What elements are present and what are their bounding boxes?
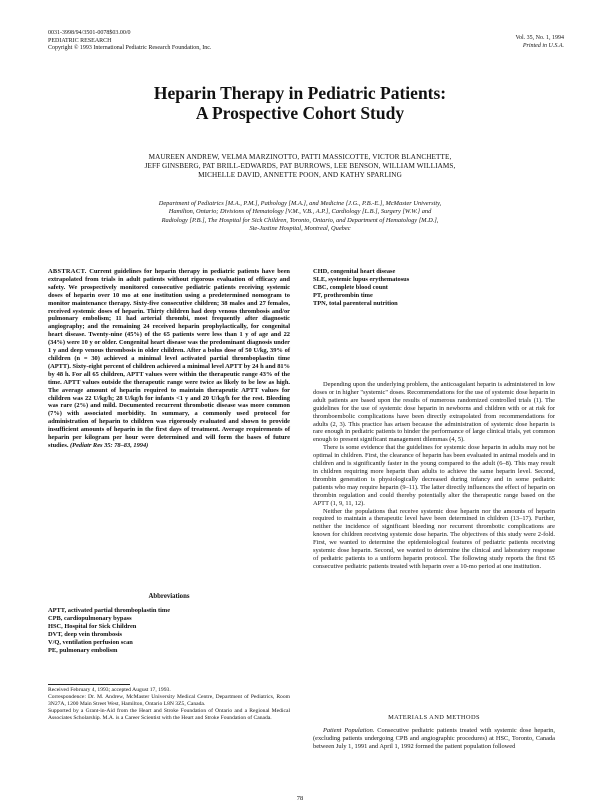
abstract — [48, 268, 290, 450]
abstract-text: Current guidelines for heparin therapy in pediatric patients have been extrapolated from trials in adult patients without rigorous evaluation of efficacy and safety. We prospectively monitored consecutive pediatric patients receiving systemic doses of heparin over 10 mo at one institution using a predetermined nomogram to monitor maintenance therapy. Sixty-five consecutive children; 38 males and 27 females, received systemic doses of heparin. Thirty children had deep venous thrombosis and/or pulmonary embolism; 11 had arterial thrombi, most frequently after diagnostic angiography; and the remaining 24 received heparin prophylactically, for congenital heart disease. Twenty-nine (45%) of the 65 patients were less than 1 y of age and 22 (34%) were 10 y or older. Congenital heart disease was the predominant diagnosis under 1 y and deep venous thrombosis in older children. After a bolus dose of 50 U/kg, 39% of children (n = 30) achieved a minimal level activated partial thromboplastin time (APTT). Sixty-eight percent of children achieved a minimal level APTT by 24 h and 81% by 48 h. For all 65 children, APTT values were within the therapeutic range 43% of the time. APTT values outside the therapeutic range were twice as likely to be low as high. The average amount of heparin required to maintain therapeutic APTT values for children was 22 U/kg/h; 28 U/kg/h for infants <1 y and 20 U/kg/h for the rest. Bleeding was rare (2%) and mild. Documented recurrent thrombotic disease was more common (7%) with associated morbidity. In summary, a commonly used protocol for administration of heparin to children was rigorously evaluated and shown to provide insufficient amounts of heparin in the first days of treatment. Average requirements of heparin per kilogram per hour were determined and will form the bases of future studies. — [48, 268, 290, 449]
affiliation-line-4: Ste-Justine Hospital, Montreal, Quebec — [249, 225, 351, 233]
body-paragraph: Depending upon the underlying problem, the anticoagulant heparin is administered in low doses or in higher "systemic" doses. Recommendations for the use of systemic dose heparin in adult patients are based upon the results of numerous randomized controlled trials (1). The guidelines for the use of systemic dose heparin in newborns and children with or at risk for thromboembolic complications have been directly extrapolated from recommendations for adults (2, 3). This practice has arisen because the administration of systemic dose heparin is rare enough in pediatric patients to hinder the performance of large clinical trials, yet common enough to present significant management dilemmas (4, 5). — [313, 381, 555, 444]
printed-in-line: Printed in U.S.A. — [522, 42, 564, 49]
affiliation-line-2: Hamilton, Ontario; Divisions of Hematology [V.M., V.B., A.P.], Cardiology [L.B.], Surgery [W.W.] and — [168, 208, 432, 216]
received-date: Received February 4, 1993; accepted August 17, 1993. — [48, 687, 171, 693]
methods-lead: Patient Population. — [323, 727, 375, 734]
affiliation-line-3: Radiology [P.B.], The Hospital for Sick Children, Toronto, Ontario, and Department of Hematology [M.D.], — [161, 216, 439, 224]
footnote-divider — [48, 684, 130, 685]
title-line-2: A Prospective Cohort Study — [195, 103, 405, 123]
page-number: 78 — [296, 795, 304, 802]
abbreviation-item: CHD, congenital heart disease — [313, 268, 396, 275]
funding-support: Supported by a Grant-in-Aid from the Heart and Stroke Foundation of Ontario and a Regional Medical Associates Scholarship. M.A. is a Career Scientist with the Heart and Stroke Foundation of Canada. — [48, 708, 290, 721]
abstract-citation: (Pediatr Res 35: 78–83, 1994) — [70, 441, 149, 449]
abbreviations-list-right — [313, 268, 553, 308]
copyright-line: Copyright © 1993 International Pediatric Research Foundation, Inc. — [48, 45, 212, 51]
abbreviation-item: PE, pulmonary embolism — [48, 646, 118, 654]
author-list — [60, 153, 540, 181]
issn-line: 0031-3998/94/3501-0078$03.00/0 — [48, 30, 131, 36]
authors-line-1: MAUREEN ANDREW, VELMA MARZINOTTO, PATTI MASSICOTTE, VICTOR BLANCHETTE, — [148, 153, 452, 161]
footnote — [48, 687, 290, 722]
abbreviation-item: DVT, deep vein thrombosis — [48, 630, 122, 638]
abbreviation-item: SLE, systemic lupus erythematosus — [313, 275, 410, 283]
abbreviation-item: CPB, cardiopulmonary bypass — [48, 614, 132, 622]
methods-heading: MATERIALS AND METHODS — [388, 714, 480, 721]
journal-header-right — [515, 35, 564, 50]
abbreviation-item: HSC, Hospital for Sick Children — [48, 622, 137, 630]
abbreviation-item: TPN, total parenteral nutrition — [313, 299, 398, 307]
volume-line: Vol. 35, No. 1, 1994 — [515, 35, 564, 41]
authors-line-2: JEFF GINSBERG, PAT BRILL-EDWARDS, PAT BURROWS, LEE BENSON, WILLIAM WILLIAMS, — [144, 162, 456, 171]
abbreviation-item: CBC, complete blood count — [313, 283, 388, 291]
affiliation-line-1: Department of Pediatrics [M.A., P.M.], Pathology [M.A.], and Medicine [J.G., P.B.-E.], McMaster University, — [158, 200, 442, 207]
abbreviation-item: V/Q, ventilation perfusion scan — [48, 638, 133, 646]
journal-header-left — [48, 30, 211, 53]
methods-body: Consecutive pediatric patients treated with systemic dose heparin, (excluding patients undergoing CPB and angiographic procedures) at HSC, Toronto, Canada between July 1, 1991 and April 1, 1992 formed the patient population followed — [313, 727, 555, 750]
abbreviation-item: PT, prothrombin time — [313, 291, 373, 299]
title-line-1: Heparin Therapy in Pediatric Patients: — [153, 83, 447, 103]
abstract-label: ABSTRACT. — [48, 268, 87, 275]
body-paragraph: There is some evidence that the guidelines for systemic dose heparin in adults may not be optimal in children. First, the clearance of heparin has been evaluated in animal models and in children and is significantly faster in the young compared to the adult (6–8). This may result in children requiring more heparin than adults to achieve the same heparin level. Second, thrombin generation is physiologically decreased during infancy and in some pediatric patients who may require heparin (9–11). The latter directly influences the effect of heparin on thrombin regulation and could thereby potentially alter the therapeutic range based on the APTT (1, 9, 11, 12). — [313, 444, 555, 507]
abbreviation-item: APTT, activated partial thromboplastin time — [48, 607, 171, 614]
body-paragraph: Neither the populations that receive systemic dose heparin nor the amounts of heparin required to maintain a therapeutic level have been determined in children (13–17). Further, neither the incidence of significant bleeding nor recurrent thrombotic complications are known for children receiving systemic dose heparin. The objectives of this study were 2-fold. First, we wanted to determine the epidemiological features of pediatric patients receiving systemic dose heparin. Second, we wanted to determine the clinical and laboratory response of pediatric patients to a uniform heparin protocol. The following study reports the first 65 consecutive pediatric patients treated with heparin over a 10-mo period at one institution. — [313, 507, 555, 570]
methods-text — [313, 727, 555, 751]
article-title — [40, 83, 560, 123]
authors-line-3: MICHELLE DAVID, ANNETTE POON, AND KATHY SPARLING — [198, 171, 402, 180]
affiliations — [60, 200, 540, 234]
correspondence-address: Correspondence: Dr. M. Andrew, McMaster University Medical Centre, Department of Pediatrics, Room 3N27A, 1200 Main Street West, Hamilton, Ontario L8N 3Z5, Canada. — [48, 694, 290, 707]
introduction-text — [313, 381, 555, 571]
abbreviations-heading: Abbreviations — [148, 593, 190, 600]
methods-paragraph — [313, 727, 555, 751]
abbreviations-list-left — [48, 607, 290, 654]
journal-name: PEDIATRIC RESEARCH — [48, 37, 112, 44]
